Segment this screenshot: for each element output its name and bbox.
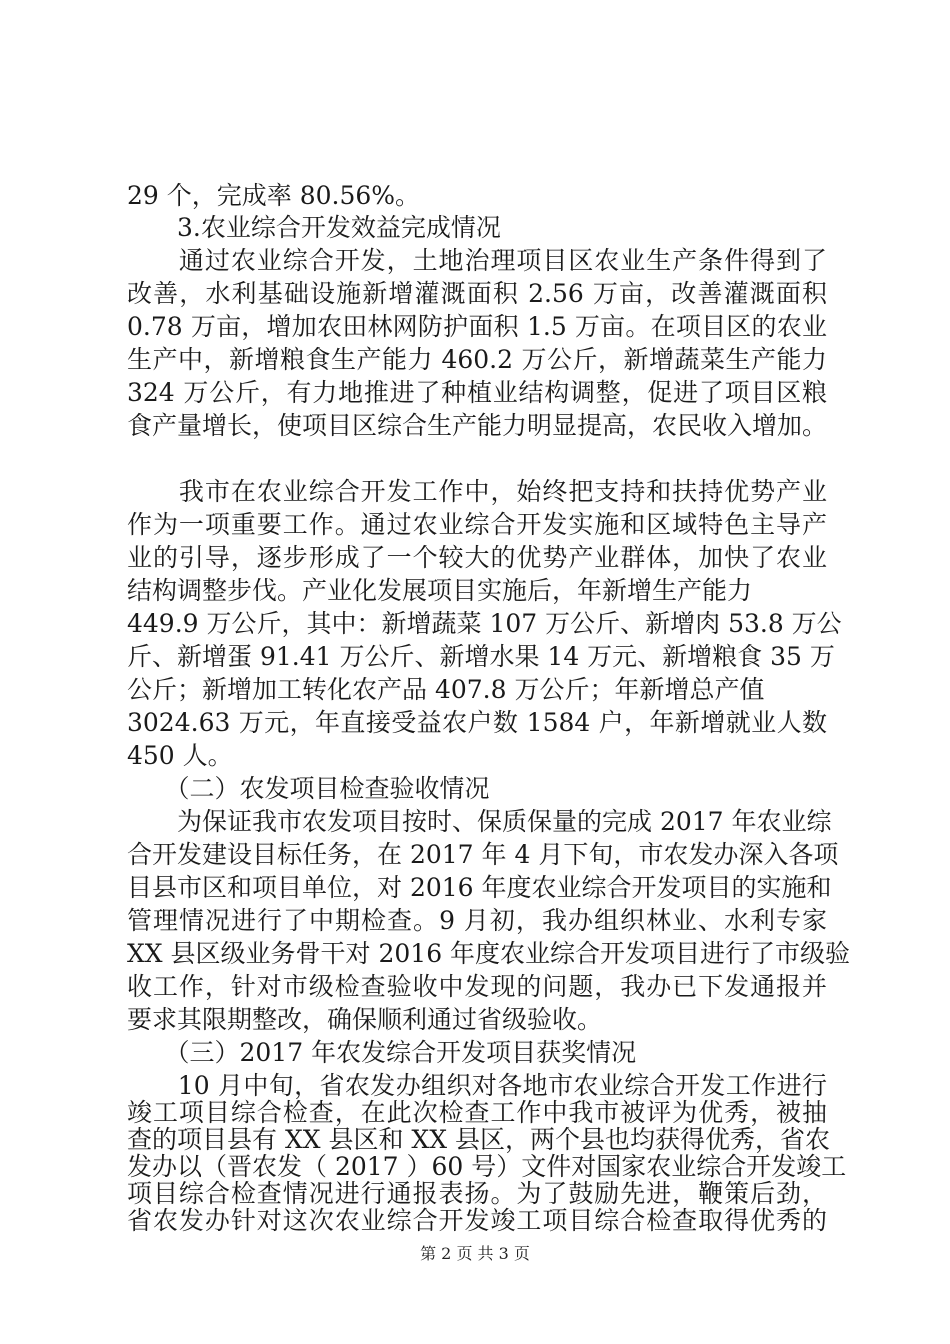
text-line: 食产量增长，使项目区综合生产能力明显提高，农民收入增加。: [127, 411, 828, 440]
text-line: 要求其限期整改，确保顺利通过省级验收。: [127, 1005, 603, 1034]
text-line: 0.78 万亩，增加农田林网防护面积 1.5 万亩。在项目区的农业: [127, 312, 827, 341]
text-line: 作为一项重要工作。通过农业综合开发实施和区域特色主导产: [127, 510, 827, 539]
section-heading: （三）2017 年农发综合开发项目获奖情况: [127, 1038, 637, 1067]
text-line: 管理情况进行了中期检查。9 月初，我办组织林业、水利专家: [127, 906, 827, 935]
text-line: 竣工项目综合检查，在此次检查工作中我市被评为优秀，被抽: [127, 1098, 827, 1127]
text-line: 为保证我市农发项目按时、保质保量的完成 2017 年农业综: [127, 807, 832, 836]
text-line: 改善，水利基础设施新增灌溉面积 2.56 万亩，改善灌溉面积: [127, 279, 827, 308]
text-line: 合开发建设目标任务，在 2017 年 4 月下旬，市农发办深入各项: [127, 840, 839, 869]
text-line: 收工作，针对市级检查验收中发现的问题，我办已下发通报并: [127, 972, 827, 1001]
section-heading: （二）农发项目检查验收情况: [127, 774, 490, 803]
text-line: 查的项目县有 XX 县区和 XX 县区，两个县也均获得优秀，省农: [127, 1125, 830, 1154]
text-line: 29 个，完成率 80.56%。: [127, 181, 421, 210]
text-line: 450 人。: [127, 741, 233, 770]
text-line: 10 月中旬，省农发办组织对各地市农业综合开发工作进行: [127, 1071, 827, 1100]
text-line: 省农发办针对这次农业综合开发竣工项目综合检查取得优秀的: [127, 1206, 827, 1235]
text-line: 斤、新增蛋 91.41 万公斤、新增水果 14 万元、新增粮食 35 万: [127, 642, 835, 671]
page-footer: 第 2 页 共 3 页: [420, 1244, 530, 1263]
text-line: 449.9 万公斤，其中：新增蔬菜 107 万公斤、新增肉 53.8 万公: [127, 609, 842, 638]
text-line: 生产中，新增粮食生产能力 460.2 万公斤，新增蔬菜生产能力: [127, 345, 827, 374]
text-line: 我市在农业综合开发工作中，始终把支持和扶持优势产业: [127, 477, 827, 506]
text-line: XX 县区级业务骨干对 2016 年度农业综合开发项目进行了市级验: [127, 939, 851, 968]
text-line: 发办以（晋农发（ 2017 ）60 号）文件对国家农业综合开发竣工: [127, 1152, 847, 1181]
section-heading: 3.农业综合开发效益完成情况: [127, 213, 501, 242]
text-line: 目县市区和项目单位，对 2016 年度农业综合开发项目的实施和: [127, 873, 832, 902]
text-line: 324 万公斤，有力地推进了种植业结构调整，促进了项目区粮: [127, 378, 827, 407]
text-line: 公斤；新增加工转化农产品 407.8 万公斤；年新增总产值: [127, 675, 765, 704]
text-line: 结构调整步伐。产业化发展项目实施后，年新增生产能力: [127, 576, 753, 605]
text-line: 项目综合检查情况进行通报表扬。为了鼓励先进，鞭策后劲，: [127, 1179, 827, 1208]
text-line: 业的引导，逐步形成了一个较大的优势产业群体，加快了农业: [127, 543, 827, 572]
text-line: 通过农业综合开发，土地治理项目区农业生产条件得到了: [127, 246, 827, 275]
text-line: 3024.63 万元，年直接受益农户数 1584 户，年新增就业人数: [127, 708, 827, 737]
